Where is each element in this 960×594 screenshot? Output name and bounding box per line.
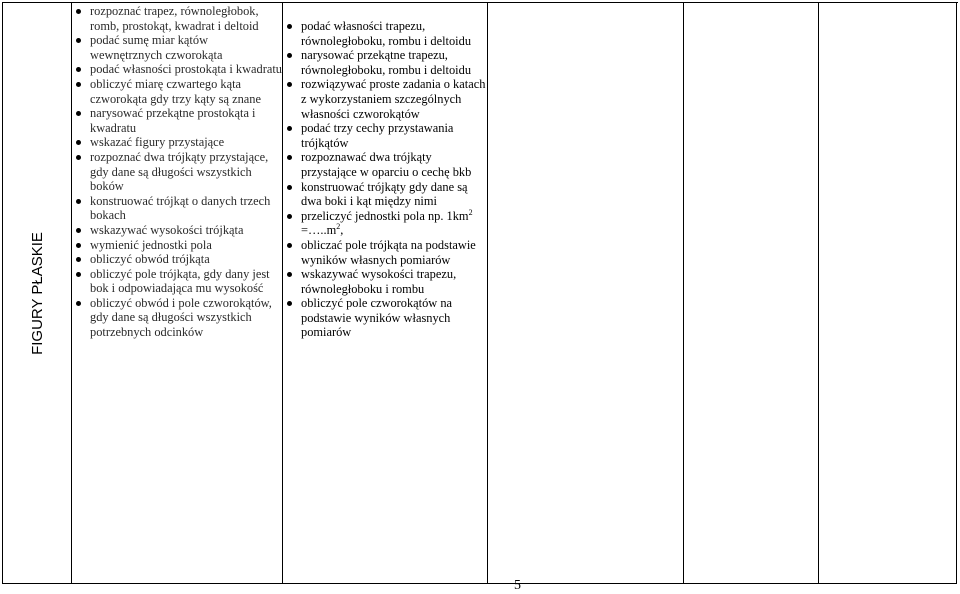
list-item: podać sumę miar kątów wewnętrznych czworokąta [72, 33, 282, 62]
list-item: obliczać pole trójkąta na podstawie wyników własnych pomiarów [283, 238, 487, 267]
list-item: rozwiązywać proste zadania o katach z wykorzystaniem szczególnych własności czworokątów [283, 77, 487, 121]
column-basic-requirements [72, 3, 283, 584]
curriculum-table [2, 2, 958, 584]
list-item: konstruować trójkąt o danych trzech bokach [72, 194, 282, 223]
list-item: wskazywać wysokości trapezu, równoległoboku i rombu [283, 267, 487, 296]
section-header-cell [3, 3, 72, 584]
page-number: 5 [514, 578, 521, 593]
column-extended-requirements [283, 3, 488, 584]
list-item: obliczyć miarę czwartego kąta czworokąta gdy trzy kąty są znane [72, 77, 282, 106]
list-item: obliczyć obwód trójkąta [72, 252, 282, 267]
list-item: podać własności trapezu, równoległoboku, rombu i deltoidu [283, 19, 487, 48]
list-item-unit-conversion: przeliczyć jednostki pola np. $1km^2$ $=\dots..m^2$, [283, 209, 487, 238]
list-item: podać własności prostokąta i kwadratu [72, 62, 282, 77]
list-item: rozpoznać trapez, równoległobok, romb, prostokąt, kwadrat i deltoid [72, 4, 282, 33]
basic-requirements-list [72, 3, 282, 340]
list-item: rozpoznawać dwa trójkąty przystające w oparciu o cechę bkb [283, 150, 487, 179]
list-item: wskazywać wysokości trójkąta [72, 223, 282, 238]
list-item: konstruować trójkąty gdy dane są dwa boki i kąt między nimi [283, 180, 487, 209]
list-item: narysować przekątne prostokąta i kwadratu [72, 106, 282, 135]
list-item: wskazać figury przystające [72, 135, 282, 150]
section-header: FIGURY PŁASKIE [28, 231, 46, 355]
column-empty-2 [684, 3, 819, 584]
list-item: obliczyć pole trójkąta, gdy dany jest bok i odpowiadająca mu wysokość [72, 267, 282, 296]
list-item: narysować przekątne trapezu, równoległoboku, rombu i deltoidu [283, 48, 487, 77]
column-empty-1 [488, 3, 684, 584]
list-item: rozpoznać dwa trójkąty przystające, gdy dane są długości wszystkich boków [72, 150, 282, 194]
list-item: podać trzy cechy przystawania trójkątów [283, 121, 487, 150]
list-item: wymienić jednostki pola [72, 238, 282, 253]
column-empty-3 [819, 3, 957, 584]
list-item: obliczyć obwód i pole czworokątów, gdy dane są długości wszystkich potrzebnych odcinków [72, 296, 282, 340]
extended-requirements-list [283, 3, 487, 340]
list-item: obliczyć pole czworokątów na podstawie wyników własnych pomiarów [283, 296, 487, 340]
